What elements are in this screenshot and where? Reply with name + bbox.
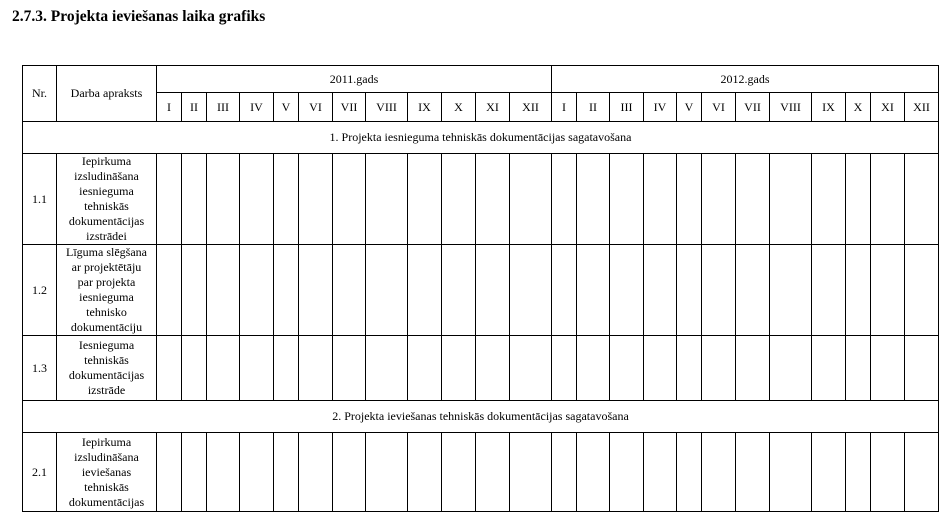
- month-header: IV: [644, 93, 677, 122]
- schedule-cell: [408, 336, 442, 401]
- task-number: 2.1: [23, 433, 57, 512]
- section-row: [23, 401, 939, 433]
- schedule-cell: [299, 154, 333, 245]
- schedule-cell: [157, 433, 182, 512]
- schedule-cell: [207, 336, 240, 401]
- schedule-cell: [610, 433, 644, 512]
- task-description-line: ieviešanas: [81, 464, 132, 479]
- schedule-cell: [644, 336, 677, 401]
- schedule-cell: [157, 245, 182, 336]
- task-description: [57, 245, 157, 336]
- schedule-cell: [333, 336, 366, 401]
- schedule-cell: [299, 245, 333, 336]
- schedule-cell: [702, 245, 736, 336]
- task-description-line: tehnisko: [86, 305, 127, 319]
- schedule-cell: [182, 154, 207, 245]
- document-heading: 2.7.3. Projekta ieviešanas laika grafiks: [12, 8, 266, 25]
- schedule-cell: [846, 336, 871, 401]
- schedule-cell: [552, 336, 577, 401]
- schedule-cell: [182, 336, 207, 401]
- schedule-cell: [905, 336, 939, 401]
- schedule-cell: [366, 433, 408, 512]
- schedule-cell: [610, 245, 644, 336]
- schedule-cell: [442, 336, 476, 401]
- schedule-cell: [207, 245, 240, 336]
- schedule-cell: [182, 433, 207, 512]
- schedule-cell: [366, 154, 408, 245]
- task-description-line: dokumentācijas: [68, 214, 145, 228]
- month-header: IX: [812, 93, 846, 122]
- schedule-cell: [182, 245, 207, 336]
- schedule-cell: [846, 245, 871, 336]
- month-header: II: [577, 93, 610, 122]
- task-description-line: ar projektētāju: [71, 260, 142, 274]
- task-description-line: izsludināšana: [74, 169, 139, 183]
- month-header: VII: [333, 93, 366, 122]
- task-description-line: Iepirkuma: [81, 434, 132, 449]
- schedule-cell: [442, 245, 476, 336]
- schedule-cell: [770, 245, 812, 336]
- schedule-table: [22, 65, 939, 512]
- schedule-cell: [677, 154, 702, 245]
- month-header: VI: [299, 93, 333, 122]
- schedule-cell: [408, 154, 442, 245]
- schedule-cell: [677, 433, 702, 512]
- schedule-cell: [702, 154, 736, 245]
- month-header: VI: [702, 93, 736, 122]
- schedule-cell: [770, 154, 812, 245]
- task-description: [57, 433, 157, 512]
- month-header: II: [182, 93, 207, 122]
- task-description-line: izsludināšana: [74, 449, 139, 464]
- schedule-cell: [207, 433, 240, 512]
- schedule-cell: [871, 245, 905, 336]
- year-header-2011: 2011.gads: [157, 66, 552, 93]
- schedule-cell: [442, 154, 476, 245]
- schedule-cell: [274, 154, 299, 245]
- month-header-row: [23, 93, 939, 122]
- task-description-line: iesnieguma: [79, 290, 134, 304]
- schedule-cell: [510, 245, 552, 336]
- schedule-cell: [366, 336, 408, 401]
- task-description-line: Līguma slēgšana: [66, 245, 147, 259]
- schedule-cell: [299, 433, 333, 512]
- task-row: [23, 245, 939, 336]
- schedule-cell: [552, 433, 577, 512]
- month-header: XII: [905, 93, 939, 122]
- month-header: XI: [476, 93, 510, 122]
- schedule-cell: [905, 245, 939, 336]
- schedule-cell: [157, 336, 182, 401]
- task-description-line: Iesnieguma: [78, 338, 135, 352]
- month-header: X: [442, 93, 476, 122]
- schedule-cell: [770, 433, 812, 512]
- schedule-cell: [644, 433, 677, 512]
- schedule-cell: [240, 245, 274, 336]
- schedule-cell: [510, 433, 552, 512]
- task-row: [23, 336, 939, 401]
- schedule-cell: [476, 245, 510, 336]
- schedule-cell: [333, 245, 366, 336]
- schedule-cell: [677, 336, 702, 401]
- schedule-cell: [677, 245, 702, 336]
- year-header-2012: 2012.gads: [552, 66, 939, 93]
- nr-column-header: Nr.: [23, 66, 57, 122]
- schedule-cell: [442, 433, 476, 512]
- schedule-cell: [644, 245, 677, 336]
- schedule-cell: [846, 154, 871, 245]
- description-column-header: Darba apraksts: [57, 66, 157, 122]
- schedule-cell: [812, 245, 846, 336]
- schedule-cell: [240, 433, 274, 512]
- schedule-cell: [905, 154, 939, 245]
- schedule-cell: [552, 154, 577, 245]
- month-header: III: [207, 93, 240, 122]
- schedule-cell: [770, 336, 812, 401]
- section-title: 1. Projekta iesnieguma tehniskās dokumentācijas sagatavošana: [23, 122, 939, 154]
- month-header: I: [157, 93, 182, 122]
- schedule-cell: [905, 433, 939, 512]
- schedule-cell: [871, 433, 905, 512]
- schedule-cell: [871, 336, 905, 401]
- schedule-cell: [812, 336, 846, 401]
- task-description-line: tehniskās: [84, 353, 129, 367]
- schedule-cell: [240, 336, 274, 401]
- schedule-cell: [510, 154, 552, 245]
- month-header: XI: [871, 93, 905, 122]
- task-description-line: dokumentācijas: [68, 494, 145, 509]
- task-number: 1.3: [23, 336, 57, 401]
- schedule-cell: [577, 245, 610, 336]
- month-header: I: [552, 93, 577, 122]
- month-header: IX: [408, 93, 442, 122]
- section-title: 2. Projekta ieviešanas tehniskās dokumentācijas sagatavošana: [23, 401, 939, 433]
- schedule-cell: [333, 433, 366, 512]
- schedule-cell: [702, 433, 736, 512]
- schedule-cell: [736, 245, 770, 336]
- schedule-cell: [846, 433, 871, 512]
- schedule-cell: [812, 154, 846, 245]
- task-number: 1.1: [23, 154, 57, 245]
- schedule-cell: [736, 154, 770, 245]
- task-description-line: par projekta: [77, 275, 136, 289]
- task-description-line: tehniskās: [84, 479, 129, 494]
- month-header: VII: [736, 93, 770, 122]
- task-description-line: Iepirkuma: [81, 154, 132, 168]
- schedule-cell: [207, 154, 240, 245]
- month-header: III: [610, 93, 644, 122]
- task-row: [23, 154, 939, 245]
- year-header-row: [23, 66, 939, 93]
- schedule-cell: [552, 245, 577, 336]
- month-header: X: [846, 93, 871, 122]
- schedule-cell: [736, 433, 770, 512]
- task-description-line: dokumentāciju: [70, 320, 143, 334]
- schedule-cell: [274, 433, 299, 512]
- schedule-cell: [577, 154, 610, 245]
- schedule-cell: [610, 154, 644, 245]
- schedule-cell: [299, 336, 333, 401]
- task-description-line: izstrāde: [87, 383, 126, 397]
- schedule-cell: [476, 336, 510, 401]
- schedule-cell: [510, 336, 552, 401]
- month-header: VIII: [770, 93, 812, 122]
- schedule-cell: [577, 433, 610, 512]
- task-description-line: iesnieguma: [79, 184, 134, 198]
- task-row: [23, 433, 939, 512]
- schedule-cell: [476, 433, 510, 512]
- schedule-cell: [408, 433, 442, 512]
- schedule-cell: [274, 336, 299, 401]
- task-description: [57, 336, 157, 401]
- schedule-cell: [476, 154, 510, 245]
- month-header: VIII: [366, 93, 408, 122]
- month-header: V: [274, 93, 299, 122]
- section-row: [23, 122, 939, 154]
- schedule-cell: [702, 336, 736, 401]
- schedule-cell: [157, 154, 182, 245]
- task-number: 1.2: [23, 245, 57, 336]
- schedule-cell: [610, 336, 644, 401]
- task-description-line: izstrādei: [86, 229, 127, 243]
- task-description-line: tehniskās: [84, 199, 129, 213]
- schedule-cell: [577, 336, 610, 401]
- month-header: IV: [240, 93, 274, 122]
- schedule-cell: [812, 433, 846, 512]
- schedule-cell: [240, 154, 274, 245]
- task-description-line: dokumentācijas: [68, 368, 145, 382]
- schedule-cell: [871, 154, 905, 245]
- schedule-cell: [408, 245, 442, 336]
- schedule-cell: [366, 245, 408, 336]
- task-description: [57, 154, 157, 245]
- schedule-cell: [644, 154, 677, 245]
- schedule-cell: [274, 245, 299, 336]
- schedule-cell: [736, 336, 770, 401]
- month-header: XII: [510, 93, 552, 122]
- schedule-cell: [333, 154, 366, 245]
- month-header: V: [677, 93, 702, 122]
